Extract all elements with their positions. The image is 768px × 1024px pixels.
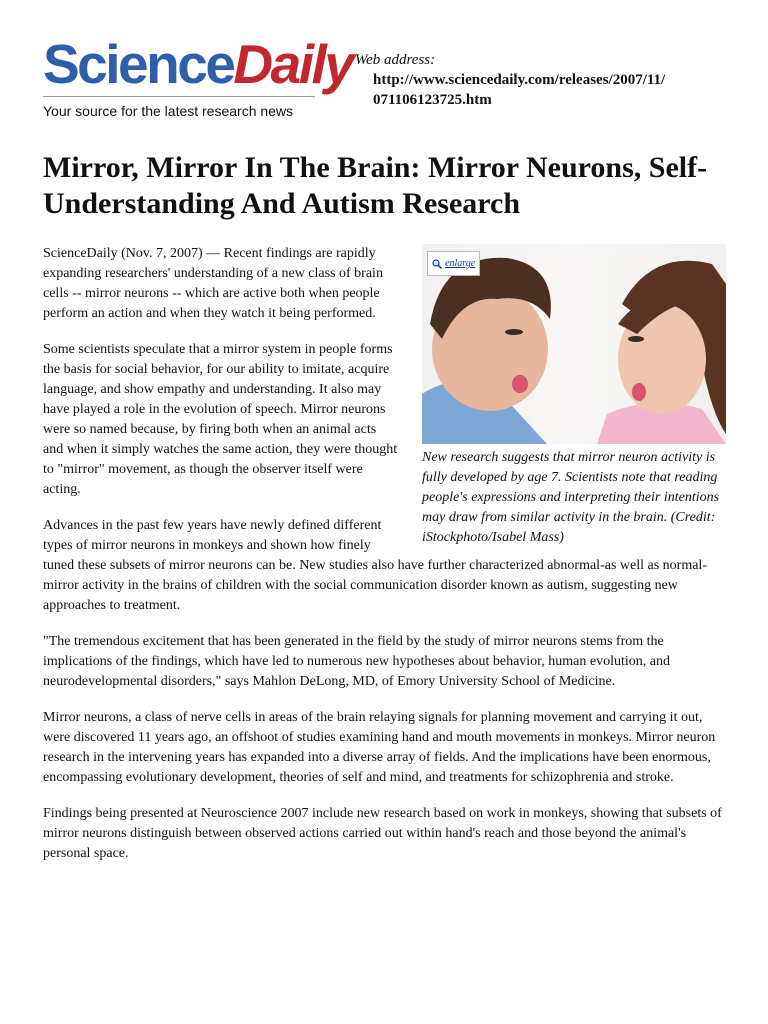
enlarge-link[interactable]	[427, 251, 480, 276]
article-paragraph-2: Some scientists speculate that a mirror system in people forms the basis for social behavior, for our ability to imitate, acquire language, and show empathy and understanding. It also may have played a role in the evolution of speech. Mirror neurons were so named because, by firing both when an animal acts and when it simply watches the same action, they were thought to "mirror" movement, as though the observer itself were acting.	[43, 342, 398, 497]
web-address-url-line-1[interactable]: http://www.sciencedaily.com/releases/2007/11/	[373, 72, 666, 88]
web-address-block	[355, 50, 665, 110]
logo-wordmark	[43, 33, 353, 95]
boy-eye	[505, 329, 523, 335]
image-caption: New research suggests that mirror neuron activity is fully developed by age 7. Scientists note that reading people's expressions and interpreting their intentions may draw from similar activity in the brain. (Credit: iStockphoto/Isabel Mass)	[422, 450, 720, 545]
logo-tagline: Your source for the latest research news	[43, 103, 294, 119]
article-figure	[422, 244, 726, 548]
enlarge-label: enlarge	[445, 258, 476, 269]
girl-tongue	[632, 383, 646, 401]
article-paragraph-3: Advances in the past few years have newly defined different types of mirror neurons in monkeys and shown how finely tuned these subsets of mirror neurons can be. New studies also have further characterized abnormal-as well as normal-mirror activity in the brains of children with the social communication disorder known as autism, suggesting new approaches to treatment.	[43, 518, 707, 613]
article-page	[43, 30, 726, 880]
article-paragraph-4: "The tremendous excitement that has been generated in the field by the study of mirror neurons stems from the implications of the findings, which have led to numerous new hypotheses about behavior, human evolution, and neurodevelopmental disorders," says Mahlon DeLong, MD, of Emory University School of Medicine.	[43, 634, 670, 689]
girl-eye	[628, 336, 644, 342]
article-paragraph-5: Mirror neurons, a class of nerve cells in areas of the brain relaying signals for planning movement and carrying it out, were discovered 11 years ago, an offshoot of studies examining hand and mouth movements in monkeys. Mirror neuron research in the intervening years has expanded into a diverse array of fields. And the implications have been enormous, encompassing evolutionary development, theories of self and mind, and treatments for schizophrenia and stroke.	[43, 710, 716, 785]
boy-tongue	[512, 375, 528, 393]
logo-divider	[43, 96, 315, 97]
web-address-url-line-2[interactable]: 071106123725.htm	[373, 92, 492, 108]
logo-daily-text: Daily	[233, 33, 353, 95]
article-paragraph-6: Findings being presented at Neuroscience 2007 include new research based on work in monkeys, showing that subsets of mirror neurons distinguish between observed actions carried out within hand's reach and those beyond the animal's personal space.	[43, 806, 722, 861]
logo-science-text: Science	[43, 33, 234, 95]
article-body	[43, 244, 726, 864]
sciencedaily-logo[interactable]	[43, 33, 353, 119]
masthead	[43, 30, 726, 130]
article-paragraph-1: ScienceDaily (Nov. 7, 2007) — Recent findings are rapidly expanding researchers' understanding of a new class of brain cells -- mirror neurons -- which are active both when people perform an action and when they watch it being performed.	[43, 246, 383, 321]
article-title: Mirror, Mirror In The Brain: Mirror Neurons, Self-Understanding And Autism Research	[43, 151, 708, 220]
web-address-label: Web address:	[355, 52, 436, 68]
magnifier-icon	[432, 259, 442, 269]
article-photo[interactable]	[422, 244, 726, 444]
